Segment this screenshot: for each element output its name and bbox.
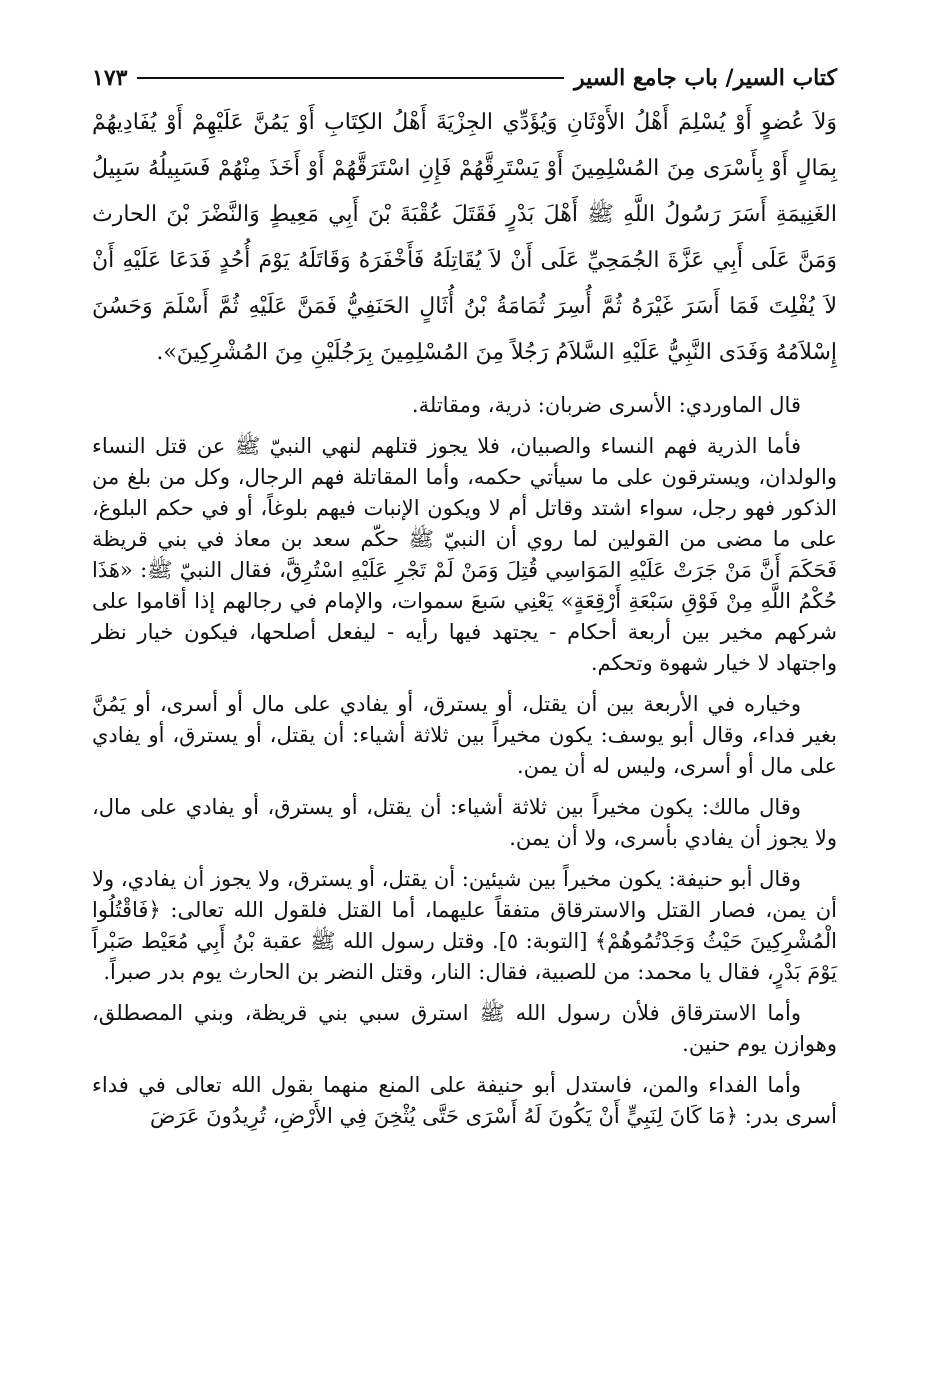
hadith-paragraph: وَلاَ عُضوٍ أَوْ يُسْلِمَ أَهْلُ الأَوْثَانِ وَيُؤَدِّي الجِزْيَةَ أَهْلُ الكِتَابِ أَوْ يَمُنَّ عَلَيْهِمْ أَوْ يُفَادِيهُمْ بِمَالٍ أَوْ بِأَسْرَى مِنَ المُسْلِمِينَ أَوْ يَسْتَرِقَّهُمْ فَإِنِ اسْتَرَقَّهُمْ أَوْ أَخَذَ مِنْهُمْ فَسَبِيلُهُ سَبِيلُ الغَنِيمَةِ أَسَرَ رَسُولُ اللَّهِ ﷺ أَهْلَ بَدْرٍ فَقَتَلَ عُقْبَةَ بْنَ أَبِي مَعِيطٍ وَالنَّضْرَ بْنَ الحارث وَمَنَّ عَلَى أَبِي عَزَّةَ الجُمَحِيِّ عَلَى أَنْ لاَ يُقَاتِلَهُ فَأَخْفَرَهُ وَقَاتَلَهُ يَوْمَ أُحُدٍ فَدَعَا عَلَيْهِ أَنْ لاَ يُفْلِتَ فَمَا أَسَرَ غَيْرَهُ ثُمَّ أُسِرَ ثُمَامَةُ بْنُ أُثَالٍ الحَنَفِيُّ فَمَنَّ عَلَيْهِ ثُمَّ أَسْلَمَ وَحَسُنَ إِسْلاَمُهُ وَفَدَى النَّبِيُّ عَلَيْهِ السَّلاَمُ رَجُلاً مِنَ المُسْلِمِينَ بِرَجُلَيْنِ مِنَ المُشْرِكِينَ». xyxy=(92,110,837,365)
paragraph: وخياره في الأربعة بين أن يقتل، أو يسترق، أو يفادي على مال أو أسرى، أو يَمُنَّ بغير فداء، وقال أبو يوسف: يكون مخيراً بين ثلاثة أشياء: أن يقتل، أو يسترق، أو يفادي على مال أو أسرى، وليس له أن يمن. xyxy=(92,692,837,778)
running-title: كتاب السير/ باب جامع السير xyxy=(574,65,837,91)
paragraph: قال الماوردي: الأسرى ضربان: ذرية، ومقاتلة. xyxy=(411,393,801,417)
paragraph: وقال أبو حنيفة: يكون مخيراً بين شيئين: أن يقتل، أو يسترق، ولا يجوز أن يفادي، ولا أن يمن، فصار القتل والاسترقاق متفقاً عليهما، أما القتل فلقول الله تعالى: ﴿فَاقْتُلُوا الْمُشْرِكِينَ حَيْثُ وَجَدْتُمُوهُمْ﴾ [التوبة: ٥]. وقتل رسول الله ﷺ عقبة بْنُ أَبِي مُعَيْط صَبْراً يَوْمَ بَدْرٍ، فقال يا محمد: من للصبية، فقال: النار، وقتل النضر بن الحارث يوم بدر صبراً. xyxy=(92,867,837,984)
paragraph: فأما الذرية فهم النساء والصبيان، فلا يجوز قتلهم لنهي النبيّ ﷺ عن قتل النساء والولدان، ويسترقون على ما سيأتي حكمه، وأما المقاتلة فهم الرجال، وكل من بلغ من الذكور فهو رجل، سواء اشتد وقاتل أم لا ويكون الإنبات فيهم بلوغاً، أو في حكم البلوغ، على ما مضى من القولين لما روي أن النبيّ ﷺ حكّم سعد بن معاذ في بني قريظة فَحَكَمَ أَنَّ مَنْ جَرَتْ عَلَيْهِ المَوَاسِي قُتِلَ وَمَنْ لَمْ تَجْرِ عَلَيْهِ اسْتُرِقَّ، فقال النبيّ ﷺ: «هَذَا حُكْمُ اللَّهِ مِنْ فَوْقِ سَبْعَةِ أَرْقِعَةٍ» يَعْنِي سَبعَ سموات، والإمام في رجالهم إذا أقاموا على شركهم مخير بين أربعة أحكام - يجتهد فيها رأيه - ليفعل أصلحها، فيكون خيار نظر واجتهاد لا خيار شهوة وتحكم. xyxy=(92,434,837,675)
header-rule xyxy=(137,77,564,79)
page-body xyxy=(92,100,837,1142)
paragraph: وقال مالك: يكون مخيراً بين ثلاثة أشياء: أن يقتل، أو يسترق، أو يفادي على مال، ولا يجوز أن يفادي بأسرى، ولا أن يمن. xyxy=(92,795,837,850)
page-header xyxy=(92,60,837,96)
paragraph: وأما الفداء والمن، فاستدل أبو حنيفة على المنع منهما بقول الله تعالى في فداء أسرى بدر: ﴿مَا كَانَ لِنَبِيٍّ أَنْ يَكُونَ لَهُ أَسْرَى حَتَّى يُثْخِنَ فِي الأَرْضِ، تُرِيدُونَ عَرَضَ xyxy=(92,1073,837,1128)
paragraph: وأما الاسترقاق فلأن رسول الله ﷺ استرق سبي بني قريظة، وبني المصطلق، وهوازن يوم حنين. xyxy=(92,1001,837,1056)
page-number: ١٧٣ xyxy=(92,65,128,91)
